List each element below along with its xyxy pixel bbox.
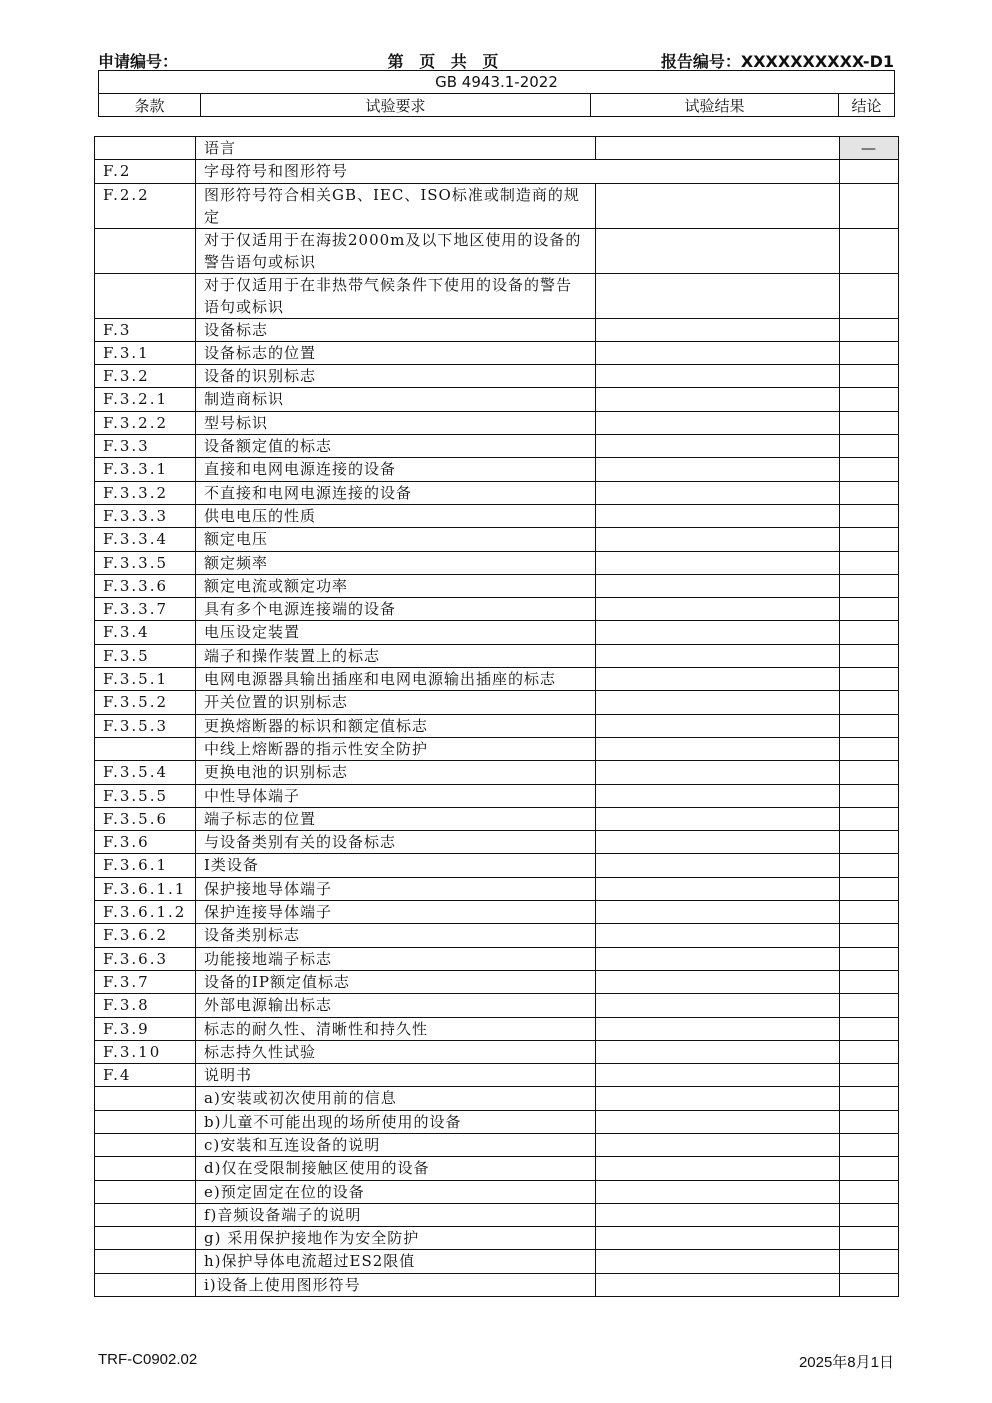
table-row — [95, 574, 899, 597]
report-number-label: 报告编号：XXXXXXXXXX-D1 — [660, 52, 894, 71]
clause-cell: F.3.5.6 — [95, 807, 196, 830]
requirement-cell: d)仅在受限制接触区使用的设备 — [196, 1157, 596, 1180]
table-row — [95, 924, 899, 947]
verdict-cell — [840, 183, 899, 228]
verdict-cell — [840, 160, 899, 183]
requirement-cell: 保护接地导体端子 — [196, 877, 596, 900]
requirement-cell: 中性导体端子 — [196, 784, 596, 807]
verdict-cell — [840, 228, 899, 273]
clause-cell: F.3.5.3 — [95, 714, 196, 737]
result-cell — [596, 831, 840, 854]
verdict-cell — [840, 598, 899, 621]
result-cell — [596, 1157, 840, 1180]
requirement-cell: 更换电池的识别标志 — [196, 761, 596, 784]
result-cell — [596, 947, 840, 970]
table-row — [95, 807, 899, 830]
requirement-cell: 字母符号和图形符号 — [196, 160, 840, 183]
clause-cell: F.3.3.5 — [95, 551, 196, 574]
requirement-cell: 直接和电网电源连接的设备 — [196, 458, 596, 481]
requirement-cell: 语言 — [196, 137, 596, 160]
result-cell — [596, 1273, 840, 1296]
requirement-cell: 制造商标识 — [196, 388, 596, 411]
verdict-cell — [840, 318, 899, 341]
requirement-cell: 额定频率 — [196, 551, 596, 574]
clause-cell: F.3.5.4 — [95, 761, 196, 784]
table-row — [95, 273, 899, 318]
clause-cell: F.3.6.2 — [95, 924, 196, 947]
table-row — [95, 1110, 899, 1133]
result-cell — [596, 137, 840, 160]
clause-cell — [95, 1110, 196, 1133]
table-row — [95, 228, 899, 273]
result-cell — [596, 1250, 840, 1273]
result-cell — [596, 784, 840, 807]
result-cell — [596, 1064, 840, 1087]
requirement-cell: 外部电源输出标志 — [196, 994, 596, 1017]
result-cell — [596, 1227, 840, 1250]
clause-cell: F.3.3.4 — [95, 528, 196, 551]
result-cell — [596, 901, 840, 924]
result-cell — [596, 970, 840, 993]
verdict-cell — [840, 1180, 899, 1203]
table-row — [95, 621, 899, 644]
verdict-cell — [840, 807, 899, 830]
result-cell — [596, 228, 840, 273]
clause-cell — [95, 273, 196, 318]
result-cell — [596, 551, 840, 574]
result-cell — [596, 458, 840, 481]
result-cell — [596, 388, 840, 411]
table-row — [95, 668, 899, 691]
verdict-cell — [840, 1087, 899, 1110]
requirement-cell: h)保护导体电流超过ES2限值 — [196, 1250, 596, 1273]
result-cell — [596, 1110, 840, 1133]
clause-cell: F.2 — [95, 160, 196, 183]
table-row — [95, 183, 899, 228]
result-cell — [596, 877, 840, 900]
requirement-cell: 对于仅适用于在非热带气候条件下使用的设备的警告语句或标识 — [196, 273, 596, 318]
verdict-cell — [840, 784, 899, 807]
result-cell — [596, 365, 840, 388]
requirement-cell: 说明书 — [196, 1064, 596, 1087]
verdict-cell — [840, 1017, 899, 1040]
requirement-cell: 对于仅适用于在海拔2000m及以下地区使用的设备的警告语句或标识 — [196, 228, 596, 273]
result-cell — [596, 691, 840, 714]
clause-cell: F.3.6 — [95, 831, 196, 854]
table-row — [95, 458, 899, 481]
result-cell — [596, 644, 840, 667]
verdict-cell — [840, 668, 899, 691]
result-cell — [596, 1017, 840, 1040]
verdict-cell — [840, 877, 899, 900]
result-cell — [596, 924, 840, 947]
result-cell — [596, 761, 840, 784]
table-row — [95, 528, 899, 551]
requirement-cell: 设备标志 — [196, 318, 596, 341]
table-row — [95, 504, 899, 527]
requirement-cell: 保护连接导体端子 — [196, 901, 596, 924]
table-row — [95, 481, 899, 504]
table-row — [95, 1203, 899, 1226]
verdict-cell — [840, 761, 899, 784]
result-cell — [596, 528, 840, 551]
clause-cell — [95, 1087, 196, 1110]
table-row — [95, 714, 899, 737]
verdict-cell — [840, 1227, 899, 1250]
result-cell — [596, 668, 840, 691]
table-row — [95, 1087, 899, 1110]
result-cell — [596, 481, 840, 504]
verdict-cell — [840, 341, 899, 364]
requirement-cell: 电压设定装置 — [196, 621, 596, 644]
clause-cell — [95, 1157, 196, 1180]
verdict-cell — [840, 1064, 899, 1087]
requirement-cell: 设备的IP额定值标志 — [196, 970, 596, 993]
verdict-cell — [840, 970, 899, 993]
requirement-cell: g) 采用保护接地作为安全防护 — [196, 1227, 596, 1250]
table-row — [95, 341, 899, 364]
requirement-cell: 端子标志的位置 — [196, 807, 596, 830]
requirement-cell: 与设备类别有关的设备标志 — [196, 831, 596, 854]
clause-cell: F.3.3 — [95, 435, 196, 458]
table-row — [95, 877, 899, 900]
verdict-cell — [840, 435, 899, 458]
clause-cell: F.4 — [95, 1064, 196, 1087]
clause-cell: F.3.5.5 — [95, 784, 196, 807]
table-row — [95, 1273, 899, 1296]
clause-cell — [95, 228, 196, 273]
verdict-cell — [840, 1203, 899, 1226]
application-number-label: 申请编号： — [98, 52, 179, 71]
verdict-cell — [840, 365, 899, 388]
clause-cell: F.3.3.2 — [95, 481, 196, 504]
result-cell — [596, 621, 840, 644]
table-row — [95, 831, 899, 854]
table-row — [95, 318, 899, 341]
table-row — [95, 1227, 899, 1250]
requirement-cell: 电网电源器具输出插座和电网电源输出插座的标志 — [196, 668, 596, 691]
requirement-cell: i)设备上使用图形符号 — [196, 1273, 596, 1296]
clause-cell: F.3 — [95, 318, 196, 341]
clause-cell: F.2.2 — [95, 183, 196, 228]
table-row — [95, 1017, 899, 1040]
result-cell — [596, 504, 840, 527]
table-row — [95, 551, 899, 574]
result-cell — [596, 807, 840, 830]
table-row — [95, 737, 899, 760]
table-row — [95, 1040, 899, 1063]
table-row — [95, 137, 899, 160]
form-number: TRF-C0902.02 — [98, 1351, 198, 1368]
requirement-cell: 设备标志的位置 — [196, 341, 596, 364]
result-cell — [596, 1087, 840, 1110]
verdict-cell — [840, 831, 899, 854]
clause-cell: F.3.6.1.2 — [95, 901, 196, 924]
verdict-cell — [840, 691, 899, 714]
result-cell — [596, 183, 840, 228]
table-row — [95, 435, 899, 458]
standard-title: GB 4943.1-2022 — [99, 71, 895, 94]
verdict-cell — [840, 621, 899, 644]
table-row — [95, 784, 899, 807]
page-footer — [98, 1351, 894, 1371]
requirement-cell: b)儿童不可能出现的场所使用的设备 — [196, 1110, 596, 1133]
clause-cell: F.3.9 — [95, 1017, 196, 1040]
requirement-cell: 额定电流或额定功率 — [196, 574, 596, 597]
table-row — [95, 1250, 899, 1273]
requirement-cell: 图形符号符合相关GB、IEC、ISO标准或制造商的规定 — [196, 183, 596, 228]
page-count-label: 第 页 共 页 — [387, 52, 499, 71]
verdict-cell — [840, 504, 899, 527]
requirement-cell: I类设备 — [196, 854, 596, 877]
verdict-cell — [840, 924, 899, 947]
requirement-cell: 中线上熔断器的指示性安全防护 — [196, 737, 596, 760]
verdict-cell — [840, 644, 899, 667]
verdict-cell — [840, 737, 899, 760]
clause-cell: F.3.2.2 — [95, 411, 196, 434]
table-row — [95, 411, 899, 434]
clause-cell: F.3.3.1 — [95, 458, 196, 481]
result-cell — [596, 318, 840, 341]
clause-cell — [95, 737, 196, 760]
table-row — [95, 854, 899, 877]
requirement-cell: 型号标识 — [196, 411, 596, 434]
table-row — [95, 691, 899, 714]
verdict-cell — [840, 388, 899, 411]
requirement-cell: a)安装或初次使用前的信息 — [196, 1087, 596, 1110]
table-row — [95, 365, 899, 388]
verdict-cell — [840, 273, 899, 318]
header-table — [98, 70, 895, 117]
clause-cell: F.3.5.2 — [95, 691, 196, 714]
verdict-cell — [840, 411, 899, 434]
result-cell — [596, 435, 840, 458]
clause-cell: F.3.6.1 — [95, 854, 196, 877]
table-row — [95, 994, 899, 1017]
clause-cell — [95, 1180, 196, 1203]
requirement-cell: 开关位置的识别标志 — [196, 691, 596, 714]
clause-cell: F.3.2 — [95, 365, 196, 388]
clause-cell — [95, 1203, 196, 1226]
result-cell — [596, 714, 840, 737]
clause-cell: F.3.2.1 — [95, 388, 196, 411]
table-row — [95, 1180, 899, 1203]
verdict-cell — [840, 481, 899, 504]
table-row — [95, 598, 899, 621]
result-cell — [596, 737, 840, 760]
result-cell — [596, 1133, 840, 1156]
clause-cell: F.3.6.3 — [95, 947, 196, 970]
table-row — [95, 1064, 899, 1087]
requirement-cell: 功能接地端子标志 — [196, 947, 596, 970]
table-row — [95, 388, 899, 411]
table-row — [95, 970, 899, 993]
verdict-cell — [840, 458, 899, 481]
requirement-cell: 不直接和电网电源连接的设备 — [196, 481, 596, 504]
requirement-cell: 具有多个电源连接端的设备 — [196, 598, 596, 621]
requirement-cell: 供电电压的性质 — [196, 504, 596, 527]
verdict-cell — [840, 994, 899, 1017]
clause-cell: F.3.5.1 — [95, 668, 196, 691]
clause-cell — [95, 1227, 196, 1250]
verdict-cell — [840, 901, 899, 924]
clause-cell — [95, 1133, 196, 1156]
requirement-cell: 标志的耐久性、清晰性和持久性 — [196, 1017, 596, 1040]
clause-cell — [95, 137, 196, 160]
verdict-cell — [840, 947, 899, 970]
result-cell — [596, 273, 840, 318]
table-row — [95, 160, 899, 183]
requirement-cell: 设备类别标志 — [196, 924, 596, 947]
table-row — [95, 947, 899, 970]
verdict-cell — [840, 528, 899, 551]
column-header-requirement: 试验要求 — [201, 94, 591, 117]
requirement-cell: 端子和操作装置上的标志 — [196, 644, 596, 667]
verdict-cell — [840, 1157, 899, 1180]
column-header-verdict: 结论 — [839, 94, 895, 117]
result-cell — [596, 411, 840, 434]
column-header-clause: 条款 — [99, 94, 201, 117]
requirement-cell: 设备额定值的标志 — [196, 435, 596, 458]
column-header-result: 试验结果 — [591, 94, 839, 117]
table-row — [95, 1157, 899, 1180]
clause-cell: F.3.5 — [95, 644, 196, 667]
requirement-cell: 额定电压 — [196, 528, 596, 551]
page-header — [98, 49, 894, 69]
requirement-cell: e)预定固定在位的设备 — [196, 1180, 596, 1203]
clause-table — [94, 136, 899, 1297]
result-cell — [596, 341, 840, 364]
clause-cell: F.3.3.7 — [95, 598, 196, 621]
clause-cell: F.3.4 — [95, 621, 196, 644]
verdict-cell — [840, 1250, 899, 1273]
clause-cell: F.3.10 — [95, 1040, 196, 1063]
requirement-cell: 标志持久性试验 — [196, 1040, 596, 1063]
verdict-cell: — — [840, 137, 899, 160]
verdict-cell — [840, 1133, 899, 1156]
clause-cell: F.3.1 — [95, 341, 196, 364]
result-cell — [596, 1040, 840, 1063]
result-cell — [596, 994, 840, 1017]
result-cell — [596, 854, 840, 877]
verdict-cell — [840, 714, 899, 737]
result-cell — [596, 1180, 840, 1203]
table-row — [95, 761, 899, 784]
requirement-cell: 更换熔断器的标识和额定值标志 — [196, 714, 596, 737]
clause-cell — [95, 1273, 196, 1296]
requirement-cell: c)安装和互连设备的说明 — [196, 1133, 596, 1156]
verdict-cell — [840, 1040, 899, 1063]
verdict-cell — [840, 574, 899, 597]
clause-cell: F.3.3.3 — [95, 504, 196, 527]
clause-cell: F.3.8 — [95, 994, 196, 1017]
requirement-cell: f)音频设备端子的说明 — [196, 1203, 596, 1226]
clause-cell — [95, 1250, 196, 1273]
verdict-cell — [840, 1273, 899, 1296]
verdict-cell — [840, 854, 899, 877]
result-cell — [596, 574, 840, 597]
result-cell — [596, 1203, 840, 1226]
clause-cell: F.3.7 — [95, 970, 196, 993]
table-row — [95, 644, 899, 667]
table-row — [95, 1133, 899, 1156]
verdict-cell — [840, 551, 899, 574]
table-row — [95, 901, 899, 924]
verdict-cell — [840, 1110, 899, 1133]
clause-cell: F.3.6.1.1 — [95, 877, 196, 900]
result-cell — [596, 598, 840, 621]
issue-date: 2025年8月1日 — [798, 1354, 894, 1371]
clause-cell: F.3.3.6 — [95, 574, 196, 597]
requirement-cell: 设备的识别标志 — [196, 365, 596, 388]
